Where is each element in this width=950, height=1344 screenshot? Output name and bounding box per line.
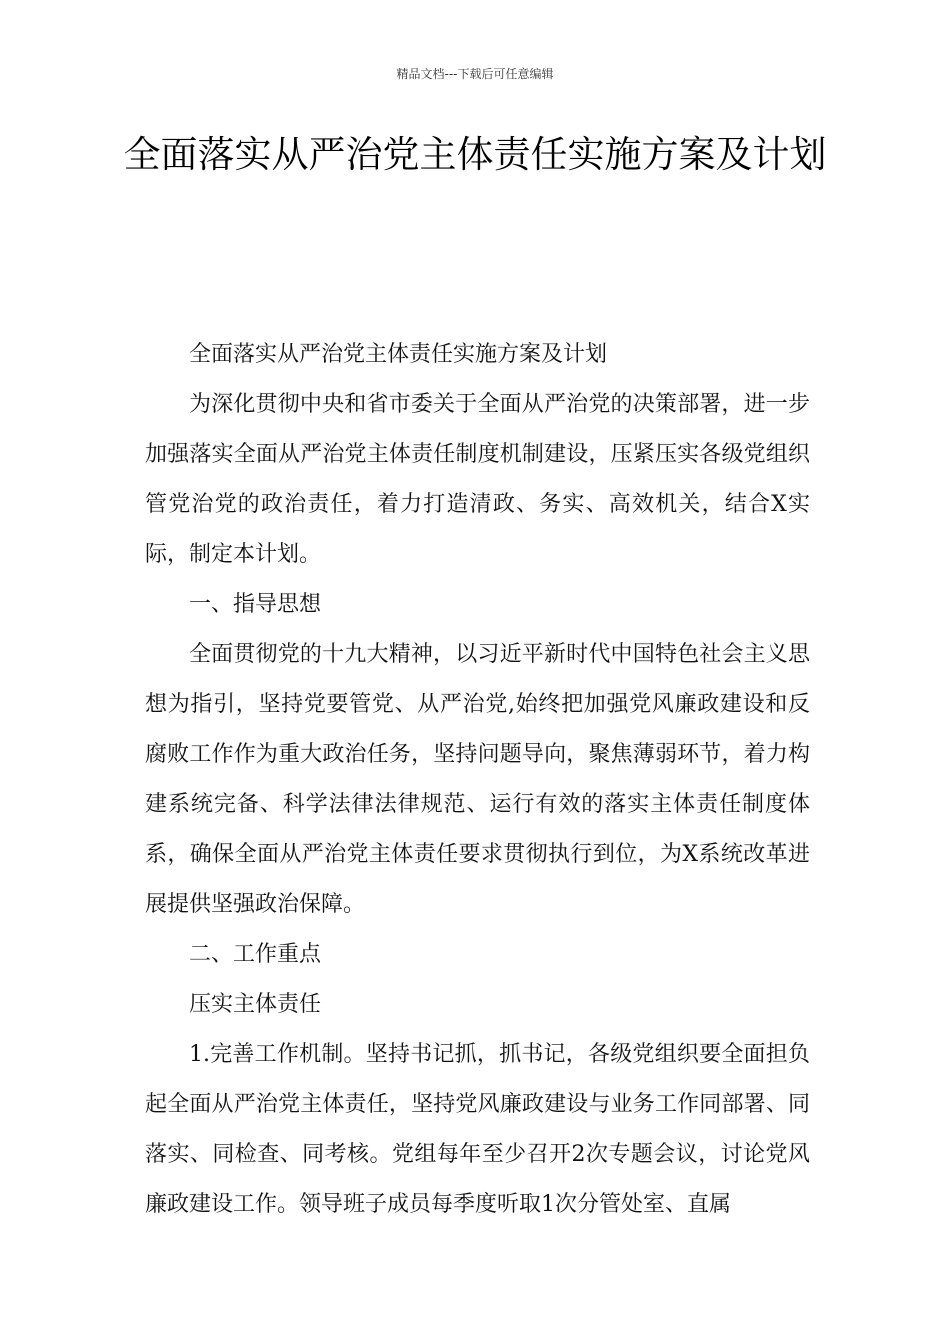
document-title: 全面落实从严治党主体责任实施方案及计划 xyxy=(123,133,827,176)
document-body xyxy=(145,330,810,1230)
section-heading-guiding-ideology: 一、指导思想 xyxy=(189,592,322,617)
header-note: 精品文档---下载后可任意编辑 xyxy=(396,67,554,81)
paragraph-guiding-ideology: 全面贯彻党的十九大精神，以习近平新时代中国特色社会主义思想为指引，坚持党要管党、从严治党,始终把加强党风廉政建设和反腐败工作作为重大政治任务，坚持问题导向，聚焦薄弱环节，着力构建系统完备、科学法律法律规范、运行有效的落实主体责任制度体系，确保全面从严治党主体责任要求贯彻执行到位，为X系统改革进展提供坚强政治保障。 xyxy=(145,642,810,917)
section-heading-work-focus: 二、工作重点 xyxy=(189,942,322,967)
subheading-main-responsibility: 压实主体责任 xyxy=(189,992,322,1017)
paragraph-item-1: 1.完善工作机制。坚持书记抓，抓书记，各级党组织要全面担负起全面从严治党主体责任，坚持党风廉政建设与业务工作同部署、同落实、同检查、同考核。党组每年至少召开2次专题会议，讨论党风廉政建设工作。领导班子成员每季度听取1次分管处室、直属 xyxy=(145,1042,810,1217)
paragraph-subtitle: 全面落实从严治党主体责任实施方案及计划 xyxy=(189,342,608,367)
paragraph-intro: 为深化贯彻中央和省市委关于全面从严治党的决策部署，进一步加强落实全面从严治党主体责任制度机制建设，压紧压实各级党组织管党治党的政治责任，着力打造清政、务实、高效机关，结合X实际，制定本计划。 xyxy=(145,392,810,567)
